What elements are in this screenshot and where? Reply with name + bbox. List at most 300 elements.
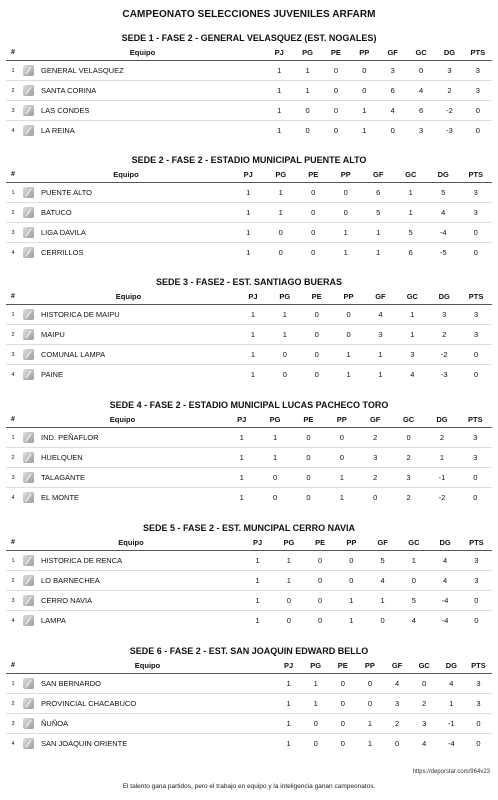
rank-cell: 1	[6, 674, 20, 694]
gf-cell: 4	[365, 305, 397, 325]
pj-cell: 1	[232, 223, 265, 243]
dg-cell: 1	[438, 694, 465, 714]
standings-section	[0, 521, 498, 630]
dg-cell: 1	[425, 448, 458, 468]
column-header-team: Equipo	[20, 167, 232, 183]
pg-cell: 0	[313, 739, 318, 748]
rank-cell: 2	[6, 694, 20, 714]
pj-cell: 1	[277, 126, 282, 135]
dg-cell: 4	[430, 551, 461, 571]
table-row[interactable]	[6, 714, 492, 734]
team-name[interactable]: MAIPU	[41, 330, 65, 339]
pe-cell: 0	[329, 674, 356, 694]
column-header-pts: PTS	[460, 289, 492, 305]
gc-cell: 2	[411, 694, 438, 714]
pj-cell: 1	[225, 428, 258, 448]
pts-cell: 0	[473, 248, 478, 257]
table-row[interactable]	[6, 101, 492, 121]
gc-cell: 4	[422, 739, 427, 748]
gc-cell: 6	[407, 101, 435, 121]
table-row[interactable]	[6, 365, 492, 385]
gc-cell: 2	[406, 493, 411, 502]
team-shield-icon	[23, 207, 34, 218]
pj-cell: 1	[225, 448, 258, 468]
column-header-pg: PG	[273, 535, 304, 551]
pp-cell: 1	[362, 126, 367, 135]
column-header-gc: GC	[411, 658, 438, 674]
standings-table	[6, 167, 492, 262]
gf-cell: 4	[384, 674, 411, 694]
column-header-pe: PE	[292, 412, 325, 428]
pp-cell: 0	[356, 674, 383, 694]
pj-cell: 1	[255, 616, 260, 625]
team-name[interactable]: LA REINA	[41, 126, 75, 135]
pj-cell: 1	[242, 591, 273, 611]
pe-cell: 0	[301, 325, 333, 345]
dg-cell: 4	[427, 203, 460, 223]
team-shield-icon	[23, 492, 34, 503]
pj-cell: 1	[265, 101, 293, 121]
rank-cell: 4	[11, 617, 15, 624]
column-header-pe: PE	[322, 45, 350, 61]
pj-cell: 1	[265, 81, 293, 101]
pg-cell: 0	[286, 616, 291, 625]
pe-cell: 0	[305, 591, 336, 611]
column-header-dg: DG	[438, 658, 465, 674]
pe-cell: 0	[297, 183, 330, 203]
pg-cell: 1	[302, 674, 329, 694]
team-cell	[20, 694, 275, 714]
column-header-pj: PJ	[232, 167, 265, 183]
gf-cell: 2	[359, 428, 392, 448]
team-shield-icon	[23, 615, 34, 626]
standings-section	[0, 275, 498, 384]
rank-cell: 3	[6, 101, 20, 121]
team-shield-icon	[23, 678, 34, 689]
column-header-pp: PP	[333, 289, 365, 305]
gc-cell: 4	[411, 616, 416, 625]
column-header-pj: PJ	[265, 45, 293, 61]
gc-cell: 1	[396, 325, 428, 345]
pg-cell: 0	[293, 101, 321, 121]
rank-cell: 1	[6, 428, 20, 448]
rank-cell: 2	[6, 325, 20, 345]
table-row[interactable]	[6, 611, 492, 631]
pg-cell: 0	[278, 248, 283, 257]
team-name[interactable]: LO BARNECHEA	[41, 576, 100, 585]
pj-cell: 1	[237, 325, 269, 345]
pe-cell: 0	[297, 203, 330, 223]
pts-cell: 0	[465, 714, 492, 734]
table-row[interactable]	[6, 448, 492, 468]
column-header-pg: PG	[258, 412, 291, 428]
dg-cell: -5	[439, 248, 447, 257]
dg-cell: 4	[430, 571, 461, 591]
column-header-gf: GF	[367, 535, 398, 551]
pts-cell: 0	[474, 616, 479, 625]
pp-cell: 0	[333, 325, 365, 345]
rank-cell: 3	[6, 591, 20, 611]
table-row[interactable]	[6, 734, 492, 754]
team-name[interactable]: SAN BERNARDO	[41, 679, 102, 688]
pp-cell: 0	[350, 81, 378, 101]
pe-cell: 0	[329, 694, 356, 714]
gf-cell: 6	[362, 183, 395, 203]
dg-cell: -1	[438, 714, 465, 734]
team-cell	[20, 448, 225, 468]
table-row[interactable]	[6, 183, 492, 203]
team-name[interactable]: CERRO NAVIA	[41, 596, 93, 605]
rank-cell: 1	[6, 551, 20, 571]
table-row[interactable]	[6, 243, 492, 263]
team-shield-icon	[23, 472, 34, 483]
team-cell	[20, 591, 242, 611]
page-title: CAMPEONATO SELECCIONES JUVENILES ARFARM	[122, 9, 376, 20]
standings-table	[6, 45, 492, 140]
pp-cell: 0	[325, 428, 358, 448]
pts-cell: 0	[476, 739, 481, 748]
pe-cell: 0	[292, 468, 325, 488]
pe-cell: 0	[301, 345, 333, 365]
pg-cell: 1	[265, 183, 298, 203]
pj-cell: 1	[246, 248, 251, 257]
pts-cell: 3	[460, 183, 493, 203]
pj-cell: 1	[242, 571, 273, 591]
team-shield-icon	[23, 452, 34, 463]
team-name[interactable]: EL MONTE	[41, 493, 80, 502]
dg-cell: 2	[428, 325, 460, 345]
team-shield-icon	[23, 65, 34, 76]
rank-cell: 1	[6, 61, 20, 81]
gc-cell: 0	[407, 61, 435, 81]
team-cell	[20, 325, 237, 345]
column-header-pts: PTS	[465, 658, 492, 674]
gc-cell: 5	[398, 591, 429, 611]
team-name[interactable]: TALAGANTE	[41, 473, 86, 482]
pts-cell: 0	[459, 468, 492, 488]
table-row[interactable]	[6, 488, 492, 508]
gc-cell: 4	[410, 370, 415, 379]
pp-cell: 0	[336, 571, 367, 591]
team-name[interactable]: CERRILLOS	[41, 248, 84, 257]
rank-cell: 3	[6, 714, 20, 734]
column-header-pj: PJ	[242, 535, 273, 551]
pe-cell: 0	[311, 248, 316, 257]
pp-cell: 1	[367, 739, 373, 748]
team-cell	[20, 714, 275, 734]
column-header-pg: PG	[293, 45, 321, 61]
team-cell	[20, 183, 232, 203]
pe-cell: 0	[322, 101, 350, 121]
pts-cell: 3	[461, 571, 492, 591]
dg-cell: 3	[435, 61, 463, 81]
column-header-pe: PE	[329, 658, 356, 674]
gf-cell: 1	[378, 370, 383, 379]
pg-cell: 0	[305, 126, 310, 135]
column-header-gf: GF	[365, 289, 397, 305]
column-header-gc: GC	[407, 45, 435, 61]
standings-table	[6, 289, 492, 384]
column-header-gc: GC	[398, 535, 429, 551]
team-name[interactable]: IND. PEÑAFLOR	[41, 433, 99, 442]
team-name[interactable]: PROVINCIAL CHACABUCO	[41, 699, 137, 708]
gc-cell: 5	[395, 223, 428, 243]
rank-cell: 2	[6, 448, 20, 468]
table-row[interactable]	[6, 674, 492, 694]
gc-cell: 2	[392, 448, 425, 468]
dg-cell: 3	[428, 305, 460, 325]
column-header-team: Equipo	[20, 289, 237, 305]
pts-cell: 0	[473, 493, 478, 502]
pe-cell: 0	[333, 126, 339, 135]
team-cell	[20, 243, 232, 263]
column-header-rank: #	[6, 45, 20, 61]
pg-cell: 1	[269, 305, 301, 325]
gc-cell: 1	[395, 183, 428, 203]
team-shield-icon	[23, 349, 34, 360]
gc-cell: 1	[396, 305, 428, 325]
team-name[interactable]: HUELQUEN	[41, 453, 83, 462]
team-cell	[20, 734, 275, 754]
pts-cell: 3	[459, 448, 492, 468]
section-title: SEDE 3 - FASE2 - EST. SANTIAGO BUERAS	[155, 277, 343, 287]
team-shield-icon	[23, 595, 34, 606]
team-cell	[20, 305, 237, 325]
standings-section	[0, 398, 498, 507]
column-header-team: Equipo	[20, 535, 242, 551]
pp-cell: 1	[350, 101, 378, 121]
section-title: SEDE 6 - FASE 2 - EST. SAN JOAQUIN EDWARD BELLO	[129, 646, 369, 656]
team-name[interactable]: HISTORICA DE MAIPU	[41, 310, 120, 319]
dg-cell: -3	[446, 126, 453, 135]
column-header-pj: PJ	[237, 289, 269, 305]
pts-cell: 0	[475, 126, 480, 135]
gc-cell: 3	[411, 714, 438, 734]
pts-cell: 3	[460, 325, 492, 345]
team-shield-icon	[23, 698, 34, 709]
table-row[interactable]	[6, 325, 492, 345]
pp-cell: 0	[356, 694, 383, 714]
column-header-rank: #	[6, 412, 20, 428]
pj-cell: 1	[237, 305, 269, 325]
table-row[interactable]	[6, 551, 492, 571]
pp-cell: 1	[336, 591, 367, 611]
rank-cell: 1	[6, 183, 20, 203]
standings-section	[0, 153, 498, 262]
team-cell	[20, 468, 225, 488]
section-title: SEDE 5 - FASE 2 - EST. MUNCIPAL CERRO NAVIA	[142, 523, 356, 533]
pj-cell: 1	[286, 739, 291, 748]
column-header-pts: PTS	[461, 535, 492, 551]
gf-cell: 1	[362, 223, 395, 243]
team-shield-icon	[23, 309, 34, 320]
pts-cell: 3	[465, 694, 492, 714]
pg-cell: 0	[272, 493, 278, 502]
team-shield-icon	[23, 125, 34, 136]
table-row[interactable]	[6, 223, 492, 243]
dg-cell: 2	[435, 81, 463, 101]
dg-cell: 2	[425, 428, 458, 448]
team-name[interactable]: GENERAL VELASQUEZ	[41, 66, 124, 75]
team-name[interactable]: SANTA CORINA	[41, 86, 97, 95]
gc-cell: 0	[411, 674, 438, 694]
pg-cell: 1	[302, 694, 329, 714]
pts-cell: 0	[460, 345, 492, 365]
dg-cell: -1	[425, 468, 458, 488]
table-row[interactable]	[6, 203, 492, 223]
rank-cell: 4	[11, 740, 15, 747]
section-title: SEDE 4 - FASE 2 - ESTADIO MUNICIPAL LUCAS PACHECO TORO	[109, 400, 389, 410]
column-header-dg: DG	[430, 535, 461, 551]
pg-cell: 1	[269, 325, 301, 345]
column-header-pts: PTS	[460, 167, 493, 183]
pe-cell: 0	[305, 571, 336, 591]
team-name[interactable]: PAINE	[41, 370, 63, 379]
team-shield-icon	[23, 718, 34, 729]
pp-cell: 0	[333, 305, 365, 325]
rank-cell: 2	[6, 571, 20, 591]
column-header-gf: GF	[379, 45, 407, 61]
gf-cell: 1	[376, 248, 381, 257]
rank-cell: 3	[6, 223, 20, 243]
standings-section	[0, 31, 498, 140]
pj-cell: 1	[250, 370, 256, 379]
pts-cell: 3	[461, 551, 492, 571]
gf-cell: 6	[379, 81, 407, 101]
pp-cell: 1	[343, 248, 348, 257]
gf-cell: 0	[394, 739, 400, 748]
table-row[interactable]	[6, 81, 492, 101]
pe-cell: 0	[305, 551, 336, 571]
section-title: SEDE 1 - FASE 2 - GENERAL VELASQUEZ (EST. NOGALES)	[121, 33, 377, 43]
pg-cell: 0	[265, 223, 298, 243]
gf-cell: 4	[379, 101, 407, 121]
pe-cell: 0	[340, 739, 345, 748]
team-name[interactable]: LAMPA	[41, 616, 66, 625]
pts-cell: 3	[464, 81, 492, 101]
gf-cell: 2	[359, 468, 392, 488]
column-header-gf: GF	[362, 167, 395, 183]
standings-table	[6, 658, 492, 753]
column-header-rank: #	[6, 289, 20, 305]
pts-cell: 3	[464, 61, 492, 81]
team-cell	[20, 611, 242, 631]
column-header-dg: DG	[427, 167, 460, 183]
dg-cell: -4	[447, 739, 455, 748]
pp-cell: 1	[346, 370, 351, 379]
team-shield-icon	[23, 247, 34, 258]
column-header-rank: #	[6, 535, 20, 551]
footer-quote: El talento gana partidos, pero el trabajo en equipo y la inteligencia ganan campeonatos.	[122, 783, 376, 790]
team-name[interactable]: SAN JOAQUIN ORIENTE	[41, 739, 128, 748]
pp-cell: 0	[325, 448, 358, 468]
pts-cell: 3	[460, 305, 492, 325]
pe-cell: 0	[329, 714, 356, 734]
pj-cell: 1	[239, 493, 244, 502]
team-cell	[20, 551, 242, 571]
team-name[interactable]: BATUCO	[41, 208, 72, 217]
column-header-pg: PG	[269, 289, 301, 305]
gf-cell: 0	[373, 493, 378, 502]
column-header-gc: GC	[392, 412, 425, 428]
team-name[interactable]: LAS CONDES	[41, 106, 90, 115]
rank-cell: 4	[11, 371, 15, 378]
table-row[interactable]	[6, 591, 492, 611]
gc-cell: 0	[398, 571, 429, 591]
pg-cell: 1	[265, 203, 298, 223]
team-cell	[20, 223, 232, 243]
team-cell	[20, 365, 237, 385]
pe-cell: 0	[314, 370, 319, 379]
gf-cell: 1	[367, 591, 398, 611]
column-header-gf: GF	[384, 658, 411, 674]
column-header-dg: DG	[428, 289, 460, 305]
rank-cell: 2	[6, 81, 20, 101]
gf-cell: 4	[367, 571, 398, 591]
pg-cell: 0	[273, 591, 304, 611]
pj-cell: 1	[237, 345, 269, 365]
column-header-pg: PG	[302, 658, 329, 674]
pts-cell: 0	[473, 370, 479, 379]
pe-cell: 0	[292, 428, 325, 448]
pe-cell: 0	[322, 61, 350, 81]
column-header-gf: GF	[359, 412, 392, 428]
pj-cell: 1	[275, 674, 302, 694]
pp-cell: 1	[349, 616, 354, 625]
team-shield-icon	[23, 227, 34, 238]
team-name[interactable]: LIGA DAVILA	[41, 228, 86, 237]
pts-cell: 0	[464, 101, 492, 121]
table-row[interactable]	[6, 345, 492, 365]
team-shield-icon	[23, 738, 34, 749]
gf-cell: 3	[384, 694, 411, 714]
team-name[interactable]: COMUNAL LAMPA	[41, 350, 106, 359]
source-url[interactable]: https://deporstar.com/964v23	[412, 769, 490, 775]
team-cell	[20, 101, 265, 121]
gc-cell: 0	[392, 428, 425, 448]
pj-cell: 1	[265, 61, 293, 81]
pg-cell: 1	[293, 61, 321, 81]
table-row[interactable]	[6, 694, 492, 714]
team-cell	[20, 674, 275, 694]
column-header-pe: PE	[305, 535, 336, 551]
gc-cell: 1	[395, 203, 428, 223]
dg-cell: 4	[438, 674, 465, 694]
pg-cell: 0	[269, 345, 301, 365]
gc-cell: 3	[396, 345, 428, 365]
team-name[interactable]: HISTORICA DE RENCA	[41, 556, 123, 565]
pp-cell: 1	[330, 223, 363, 243]
pe-cell: 0	[301, 305, 333, 325]
gf-cell: 1	[365, 345, 397, 365]
team-name[interactable]: ÑUÑOA	[41, 719, 69, 728]
table-row[interactable]	[6, 305, 492, 325]
team-name[interactable]: PUENTE ALTO	[41, 188, 92, 197]
table-row[interactable]	[6, 428, 492, 448]
pp-cell: 1	[325, 468, 358, 488]
pg-cell: 1	[273, 571, 304, 591]
table-row[interactable]	[6, 468, 492, 488]
table-row[interactable]	[6, 61, 492, 81]
gf-cell: 0	[390, 126, 395, 135]
table-row[interactable]	[6, 121, 492, 141]
gc-cell: 4	[407, 81, 435, 101]
dg-cell: -4	[441, 616, 449, 625]
table-row[interactable]	[6, 571, 492, 591]
gc-cell: 6	[408, 248, 413, 257]
pg-cell: 0	[302, 714, 329, 734]
gc-cell: 3	[392, 468, 425, 488]
